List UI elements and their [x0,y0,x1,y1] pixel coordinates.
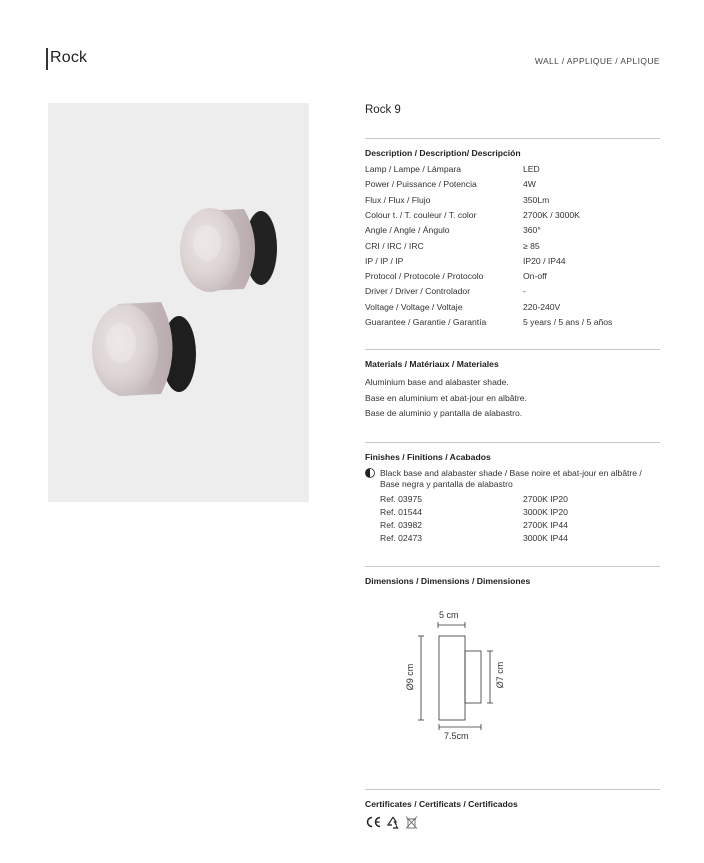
ref-spec: 2700K IP44 [523,520,568,530]
spec-label: Angle / Angle / Ángulo [365,225,450,236]
spec-value: LED [523,164,540,174]
brand-title: Rock [50,49,88,66]
certificate-icons [365,815,425,829]
ref-code: Ref. 03975 [380,494,423,504]
divider [365,349,660,350]
lamp-illustration [48,103,309,502]
dimensions-title: Dimensions / Dimensions / Dimensiones [365,576,531,586]
spec-value: 350Lm [523,194,550,205]
product-title: Rock 9 [365,104,401,116]
spec-label: CRI / IRC / IRC [365,240,424,251]
spec-value: 360° [523,225,541,236]
divider [365,566,660,567]
spec-label: Protocol / Protocole / Protocolo [365,271,484,282]
dimension-drawing [400,605,520,745]
spec-row [365,241,660,256]
spec-label: Voltage / Voltage / Voltaje [365,301,463,312]
certificates-title: Certificates / Certificats / Certificados [365,799,518,809]
materials-line: Aluminium base and alabaster shade. [365,377,509,387]
materials-line: Base en aluminium et abat-jour en albâtre. [365,392,527,403]
ref-code: Ref. 03982 [380,520,423,530]
spec-value: 2700K / 3000K [523,209,580,220]
spec-value: 5 years / 5 ans / 5 años [523,317,613,327]
divider [365,138,660,139]
ref-code: Ref. 01544 [380,507,423,517]
spec-label: Power / Puissance / Potencia [365,179,477,190]
divider [365,442,660,443]
spec-row [365,179,660,194]
spec-row [365,225,660,240]
spec-row [365,302,660,317]
spec-label: Driver / Driver / Controlador [365,286,471,297]
certificate-icons-row [365,815,425,829]
depth-bottom-label: 7.5cm [444,731,469,741]
spec-label: Colour t. / T. couleur / T. color [365,209,477,220]
spec-row [365,164,660,179]
spec-value: - [523,286,526,297]
spec-row [365,271,660,286]
spec-label: Guarantee / Garantie / Garantía [365,317,487,327]
spec-row [365,256,660,271]
diameter-small-label: Ø7 cm [495,661,505,689]
materials-text [365,375,660,422]
spec-value: IP20 / IP44 [523,255,566,266]
brand-accent-bar [46,48,48,70]
ref-spec: 2700K IP20 [523,494,568,504]
half-black-half-white-circle-icon [365,468,375,478]
ref-code: Ref. 02473 [380,533,423,543]
spec-label: Lamp / Lampe / Lámpara [365,164,462,174]
finish-description: Black base and alabaster shade / Base noire et abat-jour en albâtre / Base negra y pantalla de alabastro [380,468,642,489]
description-title: Description / Description/ Descripción [365,148,521,158]
product-photo [48,103,309,502]
spec-row [365,210,660,225]
materials-title: Materials / Matériaux / Materiales [365,359,499,369]
spec-value: 4W [523,179,536,190]
divider [365,789,660,790]
ref-spec: 3000K IP20 [523,507,568,517]
finishes-title: Finishes / Finitions / Acabados [365,452,491,462]
spec-value: 220-240V [523,301,561,312]
ce-mark-icon [368,818,381,827]
recycling-icon [388,817,398,828]
ref-spec: 3000K IP44 [523,533,568,543]
spec-value: ≥ 85 [523,240,540,251]
materials-line: Base de aluminio y pantalla de alabastro. [365,408,523,418]
spec-label: IP / IP / IP [365,255,404,266]
category-label: WALL / APPLIQUE / APLIQUE [534,56,660,66]
spec-row [365,317,660,332]
diameter-large-label: Ø9 cm [405,663,415,691]
spec-table [365,164,660,334]
spec-label: Flux / Flux / Flujo [365,194,431,205]
weee-bin-icon [406,817,417,829]
spec-value: On-off [523,271,547,282]
spec-row [365,286,660,301]
depth-top-label: 5 cm [439,610,459,620]
spec-row [365,195,660,210]
